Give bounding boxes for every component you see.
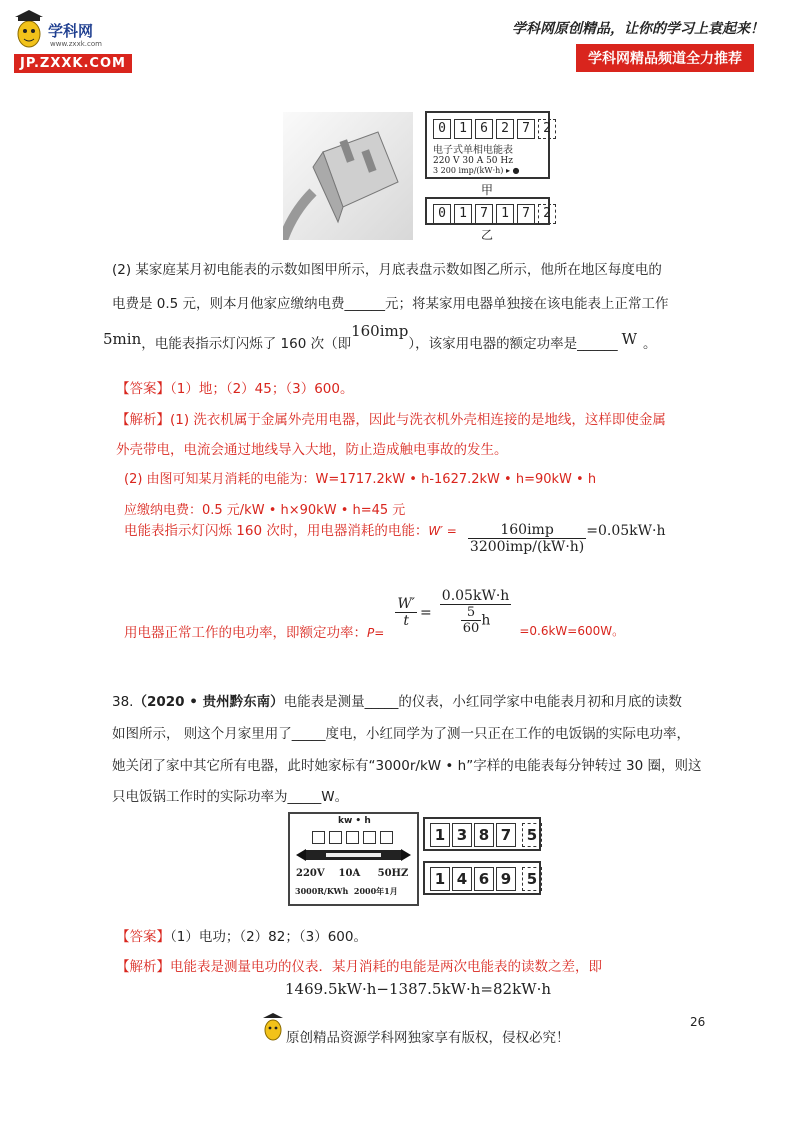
meter-unit: kw • h (338, 816, 371, 826)
fraction-result: =0.05kW·h (586, 523, 666, 539)
digit: 2 (496, 119, 514, 139)
digit: 9 (496, 867, 516, 891)
fraction-denominator: 60 (462, 621, 480, 636)
logo (12, 10, 162, 70)
analysis-text: (1) 洗衣机属于金属外壳用电器，因此与洗衣机外壳相连接的是地线，这样即使金属 (170, 412, 666, 428)
digit: 1 (496, 204, 514, 224)
q2-text: ），该家用电器的额定功率是______ (408, 336, 618, 352)
q38-line4: 只电饭锅工作时的实际功率为_____W。 (112, 789, 349, 805)
analysis-1-line6 (124, 588, 625, 641)
meter-dial-panel (288, 812, 419, 906)
digit: 1 (454, 204, 472, 224)
analysis-text: 用电器正常工作的电功率，即额定功率： (124, 624, 367, 641)
blank-digit (380, 831, 393, 844)
digit: 8 (474, 823, 494, 847)
analysis-1-line5 (124, 522, 666, 555)
meter-jia (425, 111, 550, 179)
header (0, 0, 800, 80)
analysis-tag: 【解析】 (116, 412, 170, 428)
digit: 7 (517, 119, 535, 139)
digit: 6 (475, 119, 493, 139)
digit: 1 (430, 867, 450, 891)
digit-decimal: 5 (522, 867, 542, 891)
digit-decimal: 5 (522, 823, 542, 847)
blank-digit (363, 831, 376, 844)
q2-line3 (103, 322, 657, 356)
fraction-compound (440, 588, 512, 636)
analysis-text: 电能表指示灯闪烁 160 次时，用电器消耗的电能： (124, 523, 429, 539)
fraction-numerator: 5 (461, 605, 482, 621)
logo-url: JP.ZXXK.COM (14, 54, 132, 73)
meter-blank-digits (312, 829, 393, 848)
digit: 6 (474, 867, 494, 891)
q2-line1: (2) 某家庭某月初电能表的示数如图甲所示，月底表盘示数如图乙所示，他所在地区每度电的 (112, 262, 662, 278)
answer-text: （1）地；（2）45；（3）600。 (170, 381, 354, 397)
banner: 学科网精品频道全力推荐 (576, 44, 754, 72)
analysis-text: 电能表是测量电功的仪表．某月消耗的电能是两次电能表的读数之差，即 (170, 959, 602, 975)
digit: 3 (452, 823, 472, 847)
meter-jia-line: 3 200 imp/(kW·h) ▸ ● (433, 166, 520, 175)
digit: 1 (430, 823, 450, 847)
q2-text: ，电能表指示灯闪烁了 160 次（即 (141, 336, 352, 352)
answer-1 (116, 377, 353, 397)
digit: 7 (475, 204, 493, 224)
blank-digit (312, 831, 325, 844)
analysis-tag: 【解析】 (116, 959, 170, 975)
q2-time: 5min (103, 330, 142, 348)
question-text: 电能表是测量_____的仪表，小红同学家中电能表月初和月底的读数 (283, 694, 682, 710)
fraction-power (395, 596, 417, 629)
logo-sub: www.zxxk.com (50, 40, 102, 48)
equals: = (419, 604, 432, 621)
meter-jia-digits (433, 117, 551, 139)
digit-decimal: 2 (538, 204, 556, 224)
fraction-numerator: W′ (397, 595, 415, 612)
question-number: 38. (112, 694, 134, 710)
analysis-2-line1 (116, 955, 602, 975)
digit: 0 (433, 119, 451, 139)
meter-footer: 3000R/KWh 2000年1月 (295, 886, 398, 896)
fraction-denominator: t (403, 612, 409, 629)
mascot-icon (262, 1013, 284, 1043)
q2-imp: 160imp (351, 322, 409, 340)
meter-specs: 220V 10A 50HZ (296, 868, 409, 879)
unit-h: h (481, 612, 491, 629)
p-symbol: P= (367, 625, 385, 640)
fraction-denominator: 3200imp/(kW·h) (469, 539, 585, 555)
blank-digit (346, 831, 359, 844)
w-prime: W′ = (428, 524, 457, 538)
q2-text: 。 (643, 336, 657, 352)
logo-name: 学科网 (48, 22, 94, 40)
copyright: 原创精品资源学科网独家享有版权，侵权必究！ (286, 1030, 570, 1046)
label-jia: 甲 (481, 183, 494, 197)
mascot-icon (12, 10, 46, 54)
page-number: 26 (690, 1015, 706, 1029)
meter-end (423, 861, 541, 895)
analysis-1-line3: (2) 由图可知某月消耗的电能为：W=1717.2kW • h-1627.2kW • h=90kW • h (124, 472, 597, 487)
meter-disk-icon (296, 847, 411, 863)
meter-start (423, 817, 541, 851)
meter-jia-line: 电子式单相电能表 (433, 145, 513, 156)
analysis-2-formula: 1469.5kW·h−1387.5kW·h=82kW·h (285, 980, 552, 998)
meter-yi (425, 197, 550, 225)
meter-jia-line: 220 V 30 A 50 Hz (433, 156, 513, 166)
digit: 7 (496, 823, 516, 847)
plug-icon (283, 112, 413, 240)
analysis-1-line4: 应缴纳电费：0.5 元/kW • h×90kW • h=45 元 (124, 503, 406, 518)
fraction-result: =0.6kW=600W。 (519, 623, 625, 638)
answer-2 (116, 925, 367, 945)
q38-line2: 如图所示， 则这个月家里用了_____度电，小红同学为了测一只正在工作的电饭锅的实际电功率， (112, 726, 691, 742)
digit: 4 (452, 867, 472, 891)
q2-line2: 电费是 0.5 元，则本月他家应缴纳电费______元；将某家用电器单独接在该电能表上正常工作 (112, 296, 669, 312)
figure-plug-photo (283, 112, 413, 240)
fraction-minutes (461, 605, 482, 636)
fraction-denominator (440, 605, 512, 636)
digit: 1 (454, 119, 472, 139)
q38-line1 (112, 690, 682, 710)
answer-tag: 【答案】 (116, 929, 170, 945)
label-yi: 乙 (481, 228, 494, 242)
answer-text: （1）电功；（2）82；（3）600。 (170, 929, 367, 945)
analysis-1-line2: 外壳带电，电流会通过地线导入大地，防止造成触电事故的发生。 (116, 442, 508, 458)
analysis-1-line1 (116, 408, 666, 428)
fraction-numerator: 0.05kW·h (441, 588, 510, 604)
fraction-numerator: 160imp (468, 522, 586, 539)
fraction-energy (468, 522, 586, 555)
q2-unit: W (621, 330, 638, 348)
question-source: （2020 • 贵州黔东南） (133, 694, 284, 710)
answer-tag: 【答案】 (116, 381, 170, 397)
slogan: 学科网原创精品，让你的学习上袁起来！ (512, 21, 764, 37)
blank-digit (329, 831, 342, 844)
digit-decimal: 2 (538, 119, 556, 139)
digit: 7 (517, 204, 535, 224)
q38-line3: 她关闭了家中其它所有电器，此时她家标有“3000r/kW • h”字样的电能表每分钟转过 30 圈，则这 (112, 758, 702, 774)
digit: 0 (433, 204, 451, 224)
